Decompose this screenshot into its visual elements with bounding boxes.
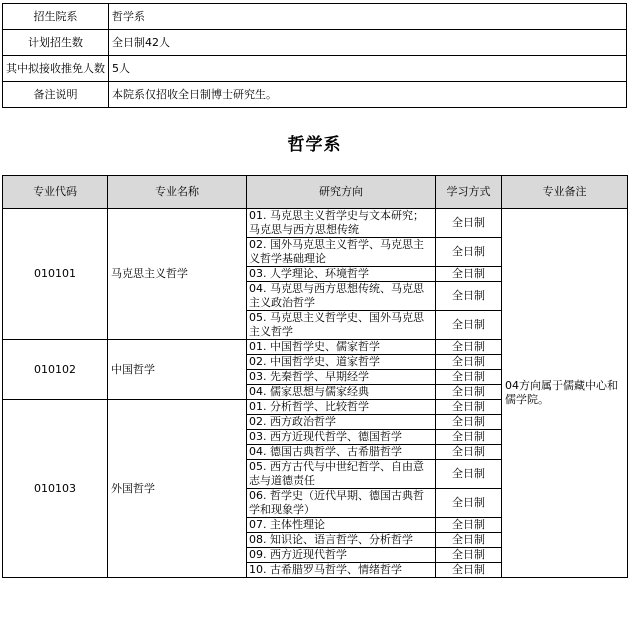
study-mode: 全日制 bbox=[436, 400, 502, 415]
study-mode: 全日制 bbox=[436, 548, 502, 563]
study-mode: 全日制 bbox=[436, 282, 502, 311]
header-code: 专业代码 bbox=[3, 176, 108, 209]
direction-name: 02. 中国哲学史、道家哲学 bbox=[247, 355, 436, 370]
direction-name: 01. 中国哲学史、儒家哲学 bbox=[247, 340, 436, 355]
direction-name: 05. 马克思主义哲学史、国外马克思主义哲学 bbox=[247, 311, 436, 340]
info-row-quota bbox=[3, 30, 627, 56]
major-table bbox=[2, 175, 628, 578]
direction-name: 04. 儒家思想与儒家经典 bbox=[247, 385, 436, 400]
direction-name: 10. 古希腊罗马哲学、情绪哲学 bbox=[247, 563, 436, 578]
direction-name: 01. 分析哲学、比较哲学 bbox=[247, 400, 436, 415]
study-mode: 全日制 bbox=[436, 355, 502, 370]
direction-name: 02. 国外马克思主义哲学、马克思主义哲学基础理论 bbox=[247, 238, 436, 267]
info-label: 计划招生数 bbox=[3, 30, 109, 56]
info-value: 5人 bbox=[109, 56, 627, 82]
info-value: 全日制42人 bbox=[109, 30, 627, 56]
major-name: 外国哲学 bbox=[108, 400, 247, 578]
major-name: 中国哲学 bbox=[108, 340, 247, 400]
direction-name: 05. 西方古代与中世纪哲学、自由意志与道德责任 bbox=[247, 460, 436, 489]
direction-name: 01. 马克思主义哲学史与文本研究；马克思与西方思想传统 bbox=[247, 209, 436, 238]
study-mode: 全日制 bbox=[436, 238, 502, 267]
major-remark: 04方向属于儒藏中心和儒学院。 bbox=[502, 209, 628, 578]
info-value: 本院系仅招收全日制博士研究生。 bbox=[109, 82, 627, 108]
section-title: 哲学系 bbox=[287, 135, 342, 155]
study-mode: 全日制 bbox=[436, 445, 502, 460]
direction-name: 04. 德国古典哲学、古希腊哲学 bbox=[247, 445, 436, 460]
table-row bbox=[3, 209, 628, 238]
direction-name: 03. 先秦哲学、早期经学 bbox=[247, 370, 436, 385]
study-mode: 全日制 bbox=[436, 340, 502, 355]
header-mode: 学习方式 bbox=[436, 176, 502, 209]
info-label: 其中拟接收推免人数 bbox=[3, 56, 109, 82]
header-remark: 专业备注 bbox=[502, 176, 628, 209]
info-label: 备注说明 bbox=[3, 82, 109, 108]
direction-name: 03. 人学理论、环境哲学 bbox=[247, 267, 436, 282]
admission-info-table bbox=[2, 3, 627, 108]
info-value: 哲学系 bbox=[109, 4, 627, 30]
study-mode: 全日制 bbox=[436, 209, 502, 238]
study-mode: 全日制 bbox=[436, 415, 502, 430]
study-mode: 全日制 bbox=[436, 489, 502, 518]
study-mode: 全日制 bbox=[436, 518, 502, 533]
info-label: 招生院系 bbox=[3, 4, 109, 30]
study-mode: 全日制 bbox=[436, 563, 502, 578]
major-code: 010103 bbox=[3, 400, 108, 578]
study-mode: 全日制 bbox=[436, 430, 502, 445]
study-mode: 全日制 bbox=[436, 311, 502, 340]
info-row-department bbox=[3, 4, 627, 30]
study-mode: 全日制 bbox=[436, 460, 502, 489]
direction-name: 08. 知识论、语言哲学、分析哲学 bbox=[247, 533, 436, 548]
study-mode: 全日制 bbox=[436, 385, 502, 400]
info-row-notes bbox=[3, 82, 627, 108]
direction-name: 02. 西方政治哲学 bbox=[247, 415, 436, 430]
major-code: 010102 bbox=[3, 340, 108, 400]
direction-name: 07. 主体性理论 bbox=[247, 518, 436, 533]
study-mode: 全日制 bbox=[436, 370, 502, 385]
direction-name: 03. 西方近现代哲学、德国哲学 bbox=[247, 430, 436, 445]
major-table-header bbox=[3, 176, 628, 209]
info-row-recommended bbox=[3, 56, 627, 82]
direction-name: 04. 马克思与西方思想传统、马克思主义政治哲学 bbox=[247, 282, 436, 311]
header-name: 专业名称 bbox=[108, 176, 247, 209]
header-direction: 研究方向 bbox=[247, 176, 436, 209]
major-code: 010101 bbox=[3, 209, 108, 340]
major-name: 马克思主义哲学 bbox=[108, 209, 247, 340]
direction-name: 09. 西方近现代哲学 bbox=[247, 548, 436, 563]
study-mode: 全日制 bbox=[436, 533, 502, 548]
study-mode: 全日制 bbox=[436, 267, 502, 282]
direction-name: 06. 哲学史（近代早期、德国古典哲学和现象学） bbox=[247, 489, 436, 518]
